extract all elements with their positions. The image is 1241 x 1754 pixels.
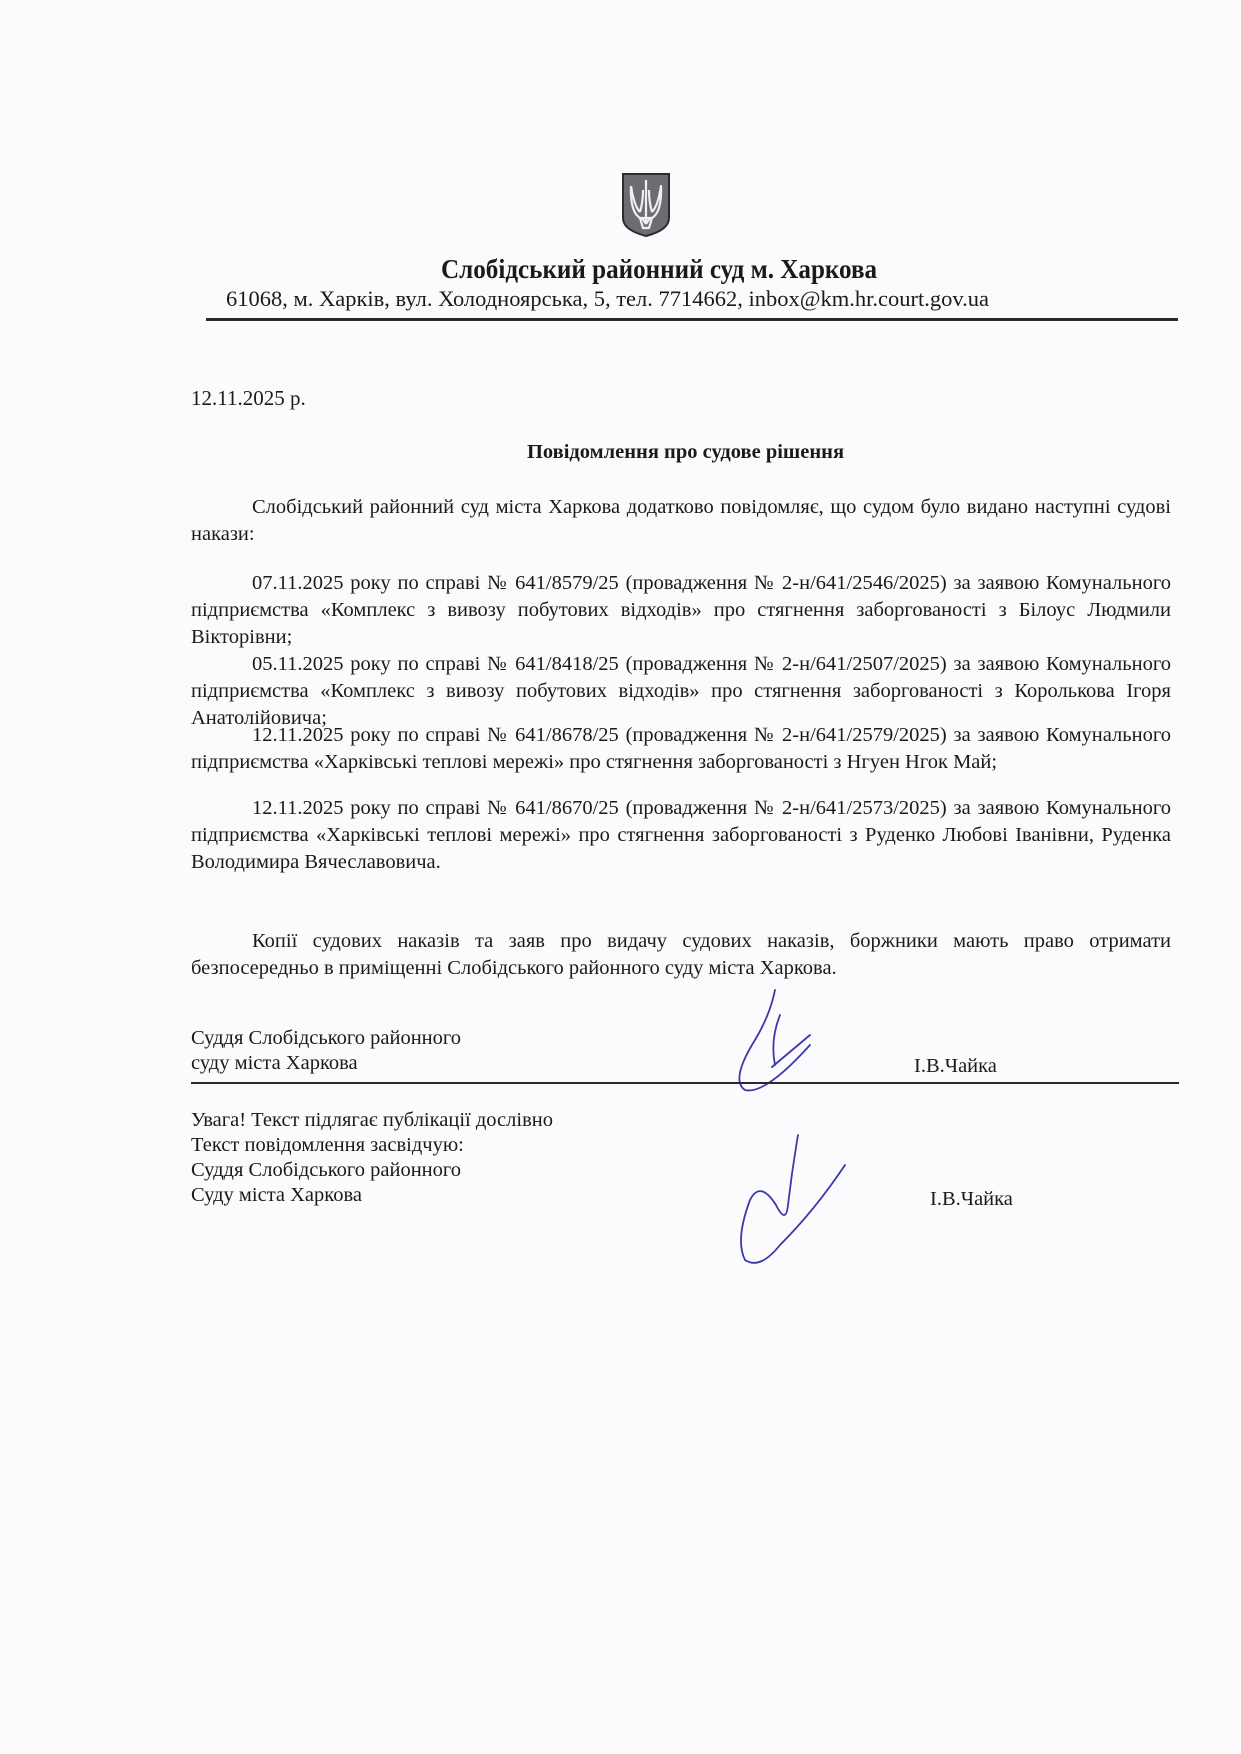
- certification-block: [191, 1108, 553, 1208]
- case-paragraph: 12.11.2025 року по справі № 641/8670/25 (провадження № 2-н/641/2573/2025) за заявою Комунального підприємства «Харківські теплові мережі» про стягнення заборгованості з Руденко Любові Іванівни, Руденка Володимира Вячеславовича.: [191, 797, 1171, 873]
- court-address: 61068, м. Харків, вул. Холодноярська, 5, тел. 7714662, inbox@km.hr.court.gov.ua: [226, 286, 990, 311]
- case-paragraph: 12.11.2025 року по справі № 641/8678/25 (провадження № 2-н/641/2579/2025) за заявою Комунального підприємства «Харківські теплові мережі» про стягнення заборгованості з Нгуен Нгок Май;: [191, 724, 1171, 773]
- case-paragraph: 07.11.2025 року по справі № 641/8579/25 (провадження № 2-н/641/2546/2025) за заявою Комунального підприємства «Комплекс з вивозу побутових відходів» про стягнення заборгованості з Білоус Людмили Вікторівни;: [191, 572, 1171, 648]
- copies-note-paragraph: Копії судових наказів та заяв про видачу судових наказів, боржники мають право отримати безпосередньо в приміщенні Слобідського районного суду міста Харкова.: [191, 930, 1171, 979]
- case-paragraph: 05.11.2025 року по справі № 641/8418/25 (провадження № 2-н/641/2507/2025) за заявою Комунального підприємства «Комплекс з вивозу побутових відходів» про стягнення заборгованості з Королькова Ігоря Анатолійовича;: [191, 653, 1171, 729]
- document-date: 12.11.2025 р.: [191, 386, 306, 410]
- publication-notice: Увага! Текст підлягає публікації дослівно: [191, 1109, 553, 1131]
- ukraine-trident-emblem-icon: [621, 172, 671, 238]
- certification-line: Текст повідомлення засвідчую:: [191, 1134, 464, 1156]
- court-name: Слобідський районний суд м. Харкова: [441, 254, 878, 284]
- intro-paragraph: Слобідський районний суд міста Харкова додатково повідомляє, що судом було видано наступні судові накази:: [191, 496, 1171, 545]
- header-divider: [206, 318, 1178, 321]
- document-title: Повідомлення про судове рішення: [526, 441, 845, 463]
- signature-divider: [191, 1082, 1179, 1084]
- handwritten-signature-icon: [720, 1130, 860, 1270]
- judge-title-line-2: Суду міста Харкова: [191, 1184, 362, 1206]
- judge-title-line-1: Суддя Слобідського районного: [191, 1159, 462, 1181]
- judge-signature-block: [191, 1026, 461, 1076]
- handwritten-signature-icon: [710, 985, 860, 1095]
- judge-title-line-2: суду міста Харкова: [191, 1052, 358, 1074]
- certifying-judge-name: І.В.Чайка: [930, 1188, 1013, 1210]
- judge-name: І.В.Чайка: [914, 1055, 997, 1077]
- judge-title-line-1: Суддя Слобідського районного: [191, 1027, 462, 1049]
